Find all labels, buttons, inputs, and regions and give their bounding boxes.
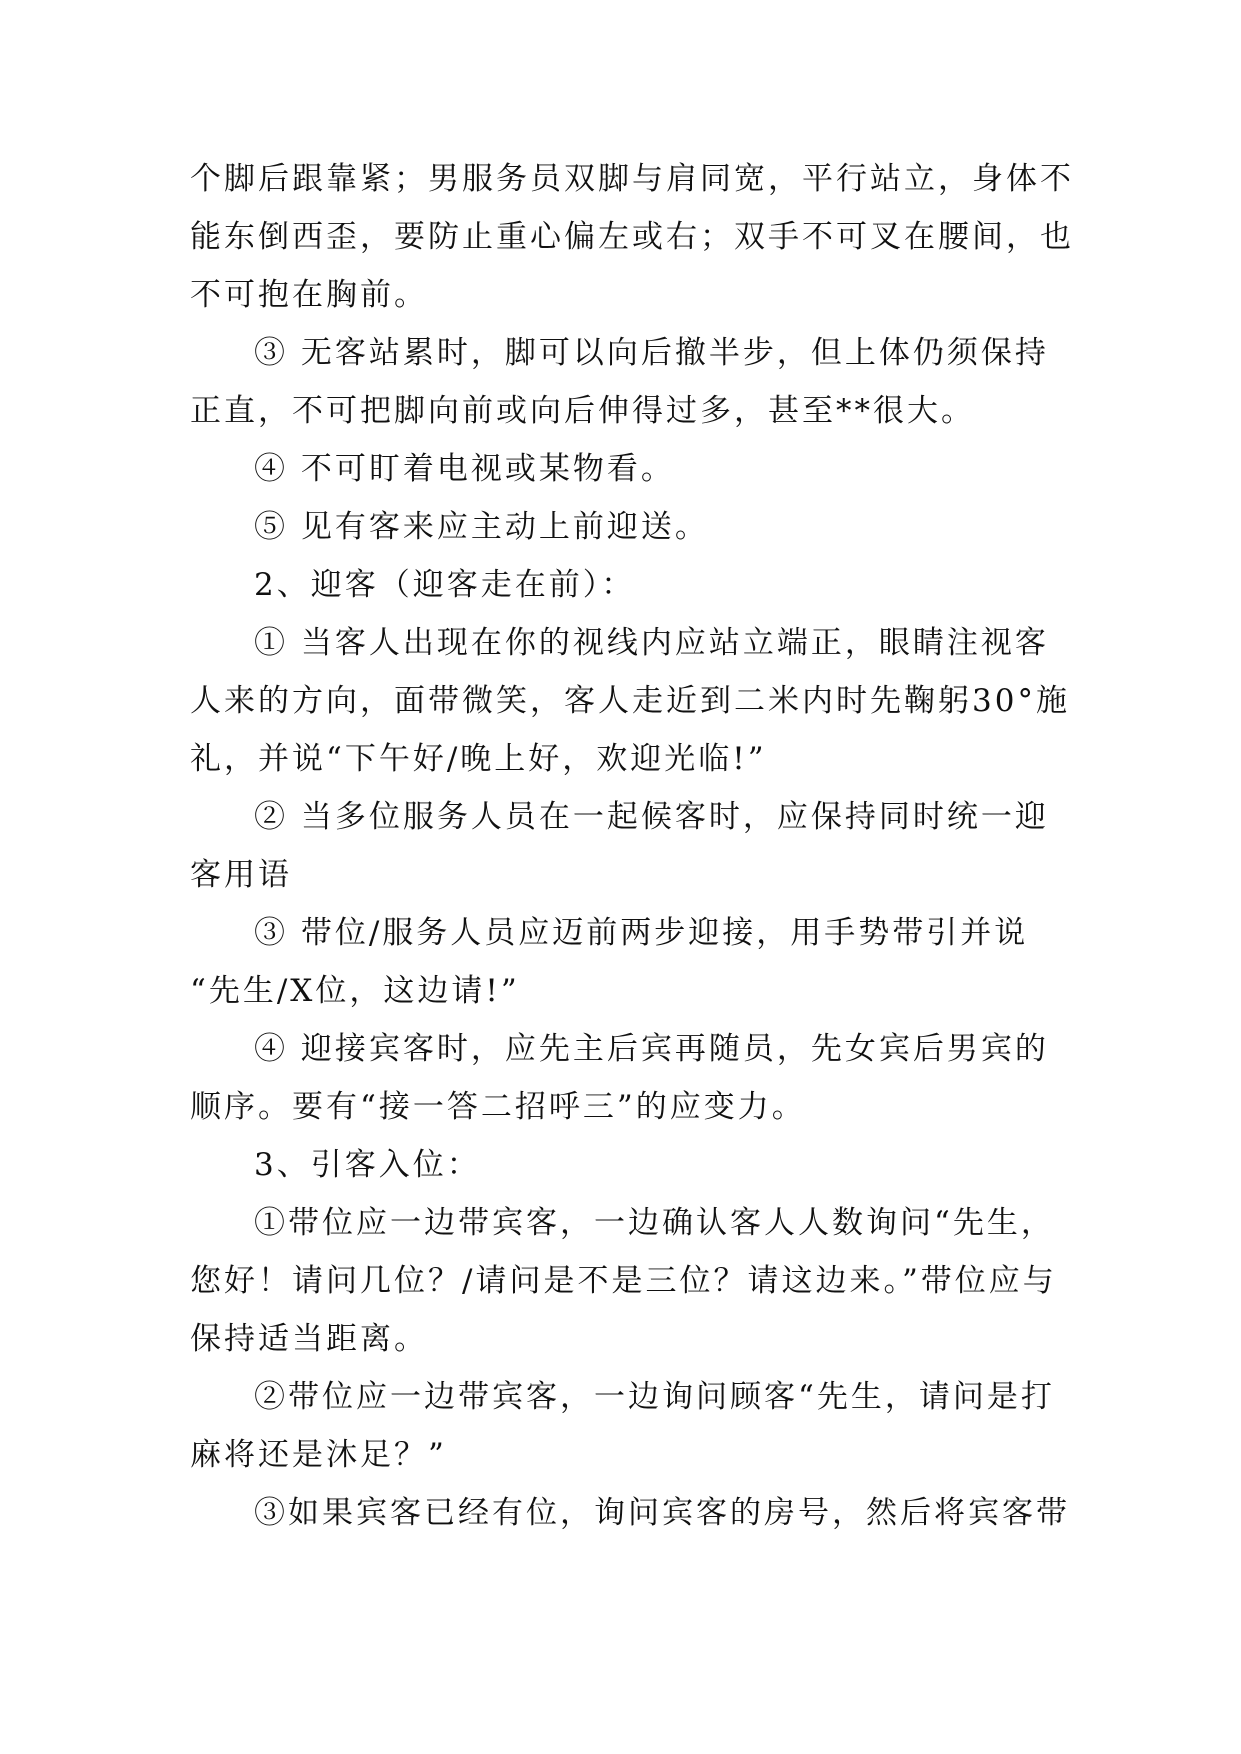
section-heading: 2、迎客（迎客走在前）： (254, 567, 636, 603)
document-body (190, 150, 1074, 1542)
text-line: ③ 带位/服务人员应迈前两步迎接，用手势带引并说 (254, 915, 1029, 951)
text-line: 个脚后跟靠紧；男服务员双脚与肩同宽，平行站立，身体不 (190, 161, 1074, 197)
text-line: ③如果宾客已经有位，询问宾客的房号，然后将宾客带 (254, 1495, 1070, 1531)
text-line: ① 当客人出现在你的视线内应站立端正，眼睛注视客 (254, 625, 1049, 661)
text-line: ②带位应一边带宾客，一边询问顾客“先生，请问是打 (254, 1379, 1055, 1415)
text-line: 顺序。要有“接一答二招呼三”的应变力。 (190, 1089, 806, 1125)
text-line: 人来的方向，面带微笑，客人走近到二米内时先鞠躬30°施 (190, 683, 1070, 719)
text-line: ② 当多位服务人员在一起候客时，应保持同时统一迎 (254, 799, 1049, 835)
text-line: 麻将还是沐足？” (190, 1437, 447, 1473)
text-line: “先生/X位，这边请!” (190, 973, 520, 1009)
text-line: ①带位应一边带宾客，一边确认客人人数询问“先生， (254, 1205, 1055, 1241)
text-line: 能东倒西歪，要防止重心偏左或右；双手不可叉在腰间，也 (190, 219, 1074, 255)
text-line: 不可抱在胸前。 (190, 277, 428, 313)
text-line: 客用语 (190, 857, 292, 893)
text-line: ④ 不可盯着电视或某物看。 (254, 451, 675, 487)
text-line: 礼，并说“下午好/晚上好，欢迎光临!” (190, 741, 767, 777)
text-line: ⑤ 见有客来应主动上前迎送。 (254, 509, 709, 545)
text-line: 您好！请问几位？/请问是不是三位？请这边来。”带位应与 (190, 1263, 1057, 1299)
section-heading: 3、引客入位： (254, 1147, 481, 1183)
text-line: ③ 无客站累时，脚可以向后撤半步，但上体仍须保持 (254, 335, 1049, 371)
text-line: 保持适当距离。 (190, 1321, 428, 1357)
text-line: ④ 迎接宾客时，应先主后宾再随员，先女宾后男宾的 (254, 1031, 1049, 1067)
text-line: 正直，不可把脚向前或向后伸得过多，甚至**很大。 (190, 393, 975, 429)
